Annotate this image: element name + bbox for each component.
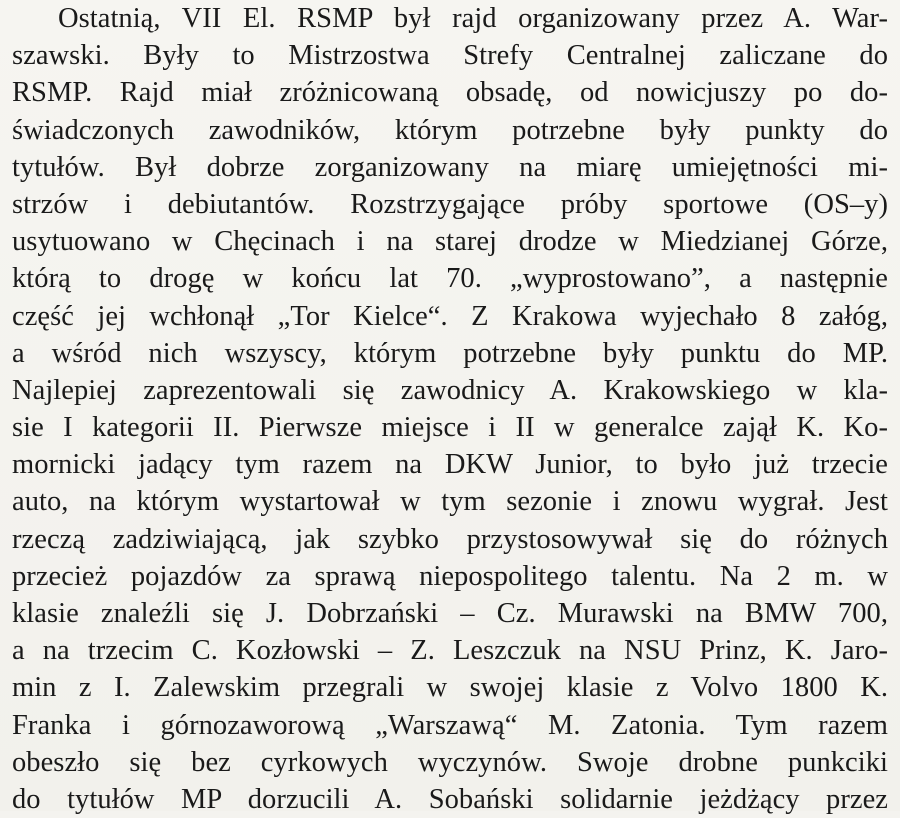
text-line: obeszło się bez cyrkowych wyczynów. Swoje drobne punkciki xyxy=(12,746,888,778)
text-line: którą to drogę w końcu lat 70. „wyprostowano”, a następnie xyxy=(12,263,888,295)
text-line: klasie znaleźli się J. Dobrzański – Cz. Murawski na BMW 700, xyxy=(12,598,888,629)
text-line: a na trzecim C. Kozłowski – Z. Leszczuk na NSU Prinz, K. Jaro- xyxy=(12,635,888,667)
text-line: auto, na którym wystartował w tym sezonie i znowu wygrał. Jest xyxy=(12,486,888,518)
text-line: tytułów. Był dobrze zorganizowany na miarę umiejętności mi- xyxy=(12,151,888,183)
text-line: szawski. Były to Mistrzostwa Strefy Centralnej zaliczane do xyxy=(12,40,888,72)
text-line: rzeczą zadziwiającą, jak szybko przystosowywał się do różnych xyxy=(12,523,888,555)
text-line: część jej wchłonął „Tor Kielce“. Z Krakowa wyjechało 8 załóg, xyxy=(12,300,888,332)
text-line: sie I kategorii II. Pierwsze miejsce i II w generalce zajął K. Ko- xyxy=(12,412,888,444)
text-line: świadczonych zawodników, którym potrzebne były punkty do xyxy=(12,114,888,146)
body-text xyxy=(12,0,888,818)
text-line: a wśród nich wszyscy, którym potrzebne były punktu do MP. xyxy=(12,337,888,369)
text-line: Ostatnią, VII El. RSMP był rajd organizowany przez A. War- xyxy=(58,3,888,34)
text-line: do tytułów MP dorzucili A. Sobański solidarnie jeżdżący przez xyxy=(12,783,888,815)
text-line: strzów i debiutantów. Rozstrzygające próby sportowe (OS–y) xyxy=(12,188,888,220)
text-line: min z I. Zalewskim przegrali w swojej klasie z Volvo 1800 K. xyxy=(12,672,888,704)
text-line: przecież pojazdów za sprawą niepospolitego talentu. Na 2 m. w xyxy=(12,560,888,592)
text-line: usytuowano w Chęcinach i na starej drodze w Miedzianej Górze, xyxy=(12,226,888,258)
text-line: Najlepiej zaprezentowali się zawodnicy A. Krakowskiego w kla- xyxy=(12,374,888,406)
text-line: Franka i górnozaworową „Warszawą“ M. Zatonia. Tym razem xyxy=(12,709,888,741)
text-line: mornicki jadący tym razem na DKW Junior, to było już trzecie xyxy=(12,449,888,481)
text-line: RSMP. Rajd miał zróżnicowaną obsadę, od nowicjuszy po do- xyxy=(12,77,888,109)
